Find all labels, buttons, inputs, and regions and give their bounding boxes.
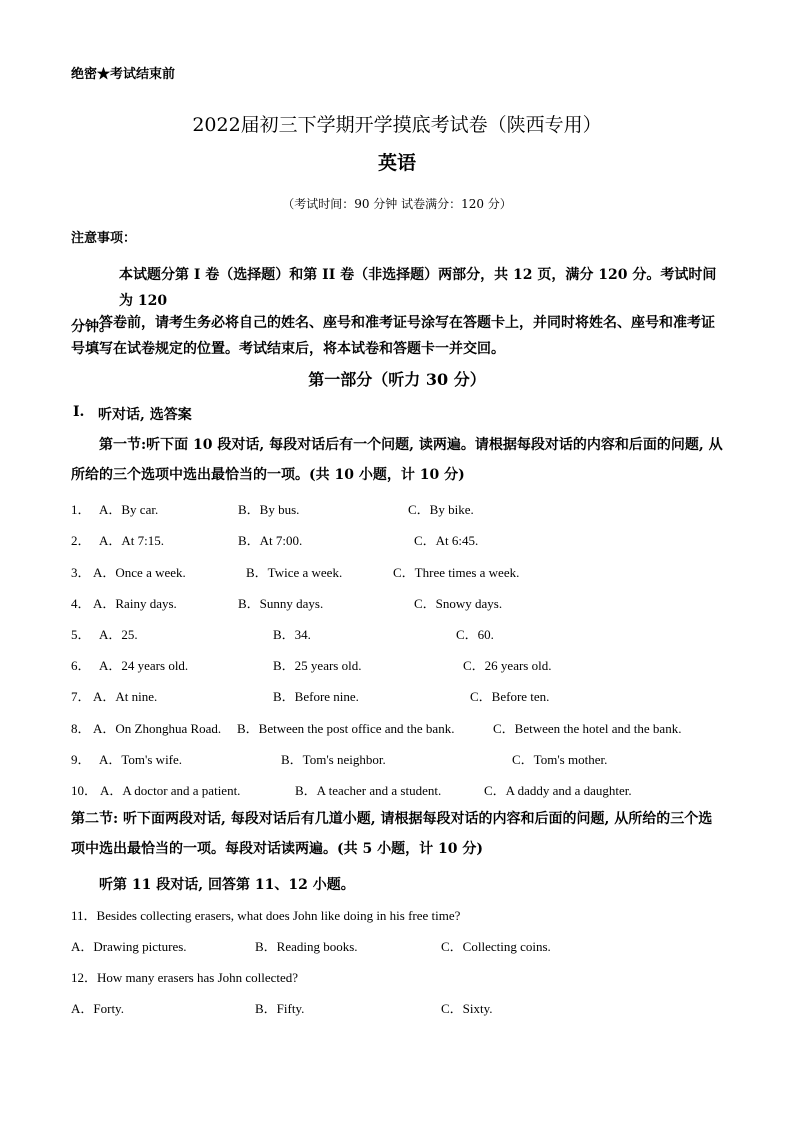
option-a: A．By car. [99, 502, 159, 517]
option-c: C．Before ten. [470, 689, 550, 704]
option-b: B．25 years old. [273, 658, 362, 673]
option-b: B．By bus. [238, 502, 300, 517]
option-c: C．60. [456, 627, 494, 642]
option-a: A．At nine. [93, 689, 158, 704]
notice-p1-line1: 本试题分第 I 卷（选择题）和第 II 卷（非选择题）两部分，共 12 页，满分 120 分。考试时间为 120 [119, 267, 717, 309]
option-c: C．A daddy and a daughter. [484, 783, 632, 798]
option-a: A．At 7:15. [99, 533, 165, 548]
option-c: C．At 6:45. [414, 533, 479, 548]
option-c: C．26 years old. [463, 658, 552, 673]
option-a: A．Rainy days. [93, 596, 177, 611]
notice-p2-line1: 答卷前，请考生务必将自己的姓名、座号和准考证号涂写在答题卡上，并同时将姓名、座号和准考证 [99, 315, 715, 331]
option-c: C．Three times a week. [393, 565, 520, 580]
question-number: 8． [71, 721, 91, 736]
option-c: C．By bike. [408, 502, 474, 517]
sub2-line2: 项中选出最恰当的一项。每段对话读两遍。(共 5 小题，计 10 分) [71, 841, 483, 857]
option-b: B．Tom's neighbor. [281, 752, 386, 767]
question-number: 4． [71, 596, 91, 611]
notice-paragraph-2 [71, 310, 727, 362]
sub2-line1: 第二节: 听下面两段对话, 每段对话后有几道小题, 请根据每段对话的内容和后面的问题, 从所给的三个选 [71, 811, 713, 827]
exam-info: （考试时间：90 分钟 试卷满分：120 分） [282, 197, 512, 211]
question-number: 6． [71, 658, 91, 673]
question-number: 5． [71, 627, 91, 642]
question-number: 1． [71, 502, 91, 517]
option-a: A．Tom's wife. [99, 752, 183, 767]
option-b: B．At 7:00. [238, 533, 303, 548]
option-a: A．25. [99, 627, 138, 642]
option-a: A．A doctor and a patient. [100, 783, 241, 798]
section-i-number: I. [73, 404, 85, 420]
option-b: B．Fifty. [255, 1001, 305, 1016]
option-c: C．Snowy days. [414, 596, 503, 611]
question-stem: 12．How many erasers has John collected? [71, 970, 299, 985]
section-i-title: 听对话, 选答案 [98, 407, 192, 423]
option-b: B．A teacher and a student. [295, 783, 442, 798]
notice-p1-line2: 分钟。 [71, 319, 113, 335]
exam-title: 2022届初三下学期开学摸底考试卷（陕西专用） [192, 114, 602, 136]
option-b: B．34. [273, 627, 311, 642]
option-b: B．Sunny days. [238, 596, 324, 611]
option-b: B．Reading books. [255, 939, 358, 954]
sub1-line2: 所给的三个选项中选出最恰当的一项。(共 10 小题，计 10 分) [71, 467, 465, 483]
notice-p2-line2: 号填写在试卷规定的位置。考试结束后，将本试卷和答题卡一并交回。 [71, 341, 505, 357]
top-secret-label: 绝密★考试结束前 [71, 67, 176, 82]
question-number: 3． [71, 565, 91, 580]
part-one-title: 第一部分（听力 30 分） [308, 370, 486, 389]
subsection-2-instructions [71, 804, 731, 864]
option-c: C．Collecting coins. [441, 939, 551, 954]
option-a: A．Drawing pictures. [71, 939, 187, 954]
option-b: B．Twice a week. [246, 565, 343, 580]
option-c: C．Sixty. [441, 1001, 493, 1016]
question-stem: 11．Besides collecting erasers, what does John like doing in his free time? [71, 908, 461, 923]
question-number: 10． [71, 783, 98, 798]
option-a: A．24 years old. [99, 658, 189, 673]
question-number: 2． [71, 533, 91, 548]
option-c: C．Between the hotel and the bank. [493, 721, 682, 736]
option-a: A．Once a week. [93, 565, 186, 580]
option-b: B．Between the post office and the bank. [237, 721, 455, 736]
notice-label: 注意事项： [71, 231, 137, 246]
option-c: C．Tom's mother. [512, 752, 608, 767]
sub1-line1: 第一节:听下面 10 段对话, 每段对话后有一个问题, 读两遍。请根据每段对话的内容和后面的问题, 从 [99, 437, 723, 453]
subsection-1-instructions [71, 430, 731, 490]
option-a: A．Forty. [71, 1001, 124, 1016]
question-number: 9． [71, 752, 91, 767]
subject-title: 英语 [377, 152, 416, 174]
dialog-11-heading: 听第 11 段对话, 回答第 11、12 小题。 [99, 877, 355, 893]
question-number: 7． [71, 689, 91, 704]
option-a: A．On Zhonghua Road. [93, 721, 222, 736]
option-b: B．Before nine. [273, 689, 359, 704]
